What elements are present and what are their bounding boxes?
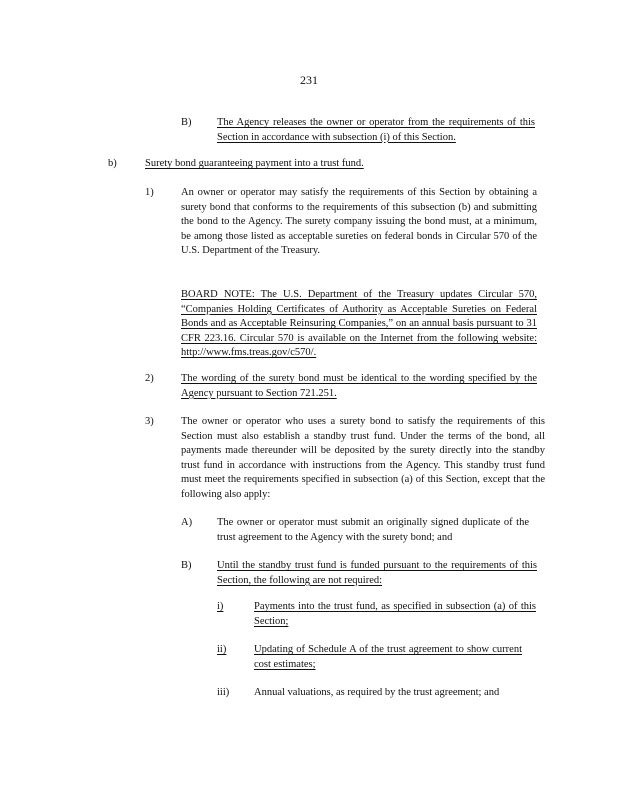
subsection-heading-surety-bond: Surety bond guaranteeing payment into a trust fund. xyxy=(145,158,364,169)
item-label: B) xyxy=(181,560,192,571)
item-label: ii) xyxy=(217,644,227,655)
item-text-annual-valuations: Annual valuations, as required by the trust agreement; and xyxy=(254,687,500,698)
item-label: b) xyxy=(108,158,117,169)
item-text-payments: Payments into the trust fund, as specified in subsection (a) of this Section; xyxy=(254,601,536,627)
item-label: A) xyxy=(181,517,193,528)
item-label: i) xyxy=(217,601,224,612)
item-text-surety-requirements: An owner or operator may satisfy the requirements of this Section by obtaining a surety bond that conforms to the requirements of this subsection (b) and submitting the bond to the Agency. The surety company issuing the bond must, at a minimum, be among those listed as acceptable sureties on federal bonds in Circular 570 of the U.S. Department of the Treasury. xyxy=(181,187,537,257)
item-text-schedule-a: Updating of Schedule A of the trust agreement to show current cost estimates; xyxy=(254,644,522,670)
item-text-standby-trust-fund: The owner or operator who uses a surety bond to satisfy the requirements of this Section must also establish a standby trust fund. Under the terms of the bond, all payments made thereunder will be deposited by the surety directly into the standby trust fund in accordance with instructions from the Agency. This standby trust fund must meet the requirements specified in subsection (a) of this Section, except that the following also apply: xyxy=(181,416,545,500)
board-note: BOARD NOTE: The U.S. Department of the Treasury updates Circular 570, “Companies Holding Certificates of Authority as Acceptable Sureties on Federal Bonds and as Acceptable Reinsuring Companies,” on an annual basis pursuant to 31 CFR 223.16. Circular 570 is available on the Internet from the following website: http://www.fms.treas.gov/c570/. xyxy=(181,289,537,359)
item-text-duplicate-trust-agreement: The owner or operator must submit an originally signed duplicate of the trust agreement to the Agency with the surety bond; and xyxy=(217,517,529,543)
item-label: B) xyxy=(181,117,192,128)
page-number: 231 xyxy=(300,73,318,87)
item-label: 3) xyxy=(145,416,154,427)
item-label: 1) xyxy=(145,187,154,198)
item-text-bond-wording: The wording of the surety bond must be identical to the wording specified by the Agency pursuant to Section 721.251. xyxy=(181,373,537,399)
item-text-agency-release: The Agency releases the owner or operator from the requirements of this Section in accordance with subsection (i) of this Section. xyxy=(217,117,535,143)
item-label: iii) xyxy=(217,687,230,698)
item-label: 2) xyxy=(145,373,154,384)
item-text-until-funded: Until the standby trust fund is funded pursuant to the requirements of this Section, the following are not required: xyxy=(217,560,537,586)
